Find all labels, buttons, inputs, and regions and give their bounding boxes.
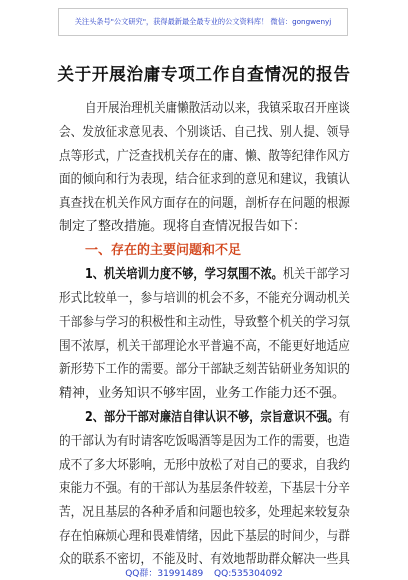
page-footer xyxy=(0,566,408,579)
footer-qq-group: QQ群：31991489 xyxy=(125,569,204,579)
item2-first-line xyxy=(85,409,350,427)
item2-line: 众的联系不密切，不能及时、有效地帮助群众解决一些具 xyxy=(59,552,350,567)
item1-line: 干部参与学习的积极性和主动性，导致整个机关的学习氛 xyxy=(59,315,350,330)
intro-line: 自开展治理机关庸懒散活动以来，我镇采取召开座谈 xyxy=(85,101,350,116)
page-title: 关于开展治庸专项工作自查情况的报告 xyxy=(57,65,351,85)
intro-line: 会、发放征求意见表、个别谈话、自己找、别人提、领导 xyxy=(59,125,350,140)
item1-line: 精神，业务知识不够牢固，业务工作能力还不强。 xyxy=(59,386,346,401)
intro-line: 真查找在机关作风方面存在的问题，剖析存在问题的根源 xyxy=(59,196,350,211)
item2-line: 苦，况且基层的各种矛盾和问题也较多，处理起来较复杂 xyxy=(59,505,350,520)
item1-first-tail: 机关干部学习 xyxy=(282,267,350,282)
item1-line: 围不浓厚，机关干部理论水平普遍不高，不能更好地适应 xyxy=(59,339,350,354)
footer-qq: QQ:535304092 xyxy=(214,569,283,579)
item1-lead: 1、机关培训力度不够，学习氛围不浓。 xyxy=(85,267,283,282)
item2-first-tail: 有 xyxy=(338,410,350,425)
item2-line: 束能力不强。有的干部认为基层条件较差，下基层十分辛 xyxy=(59,481,350,496)
item2-line: 的干部认为有时请客吃饭喝酒等是因为工作的需要，也造 xyxy=(59,434,350,449)
intro-line: 制定了整改措施。现将自查情况报告如下： xyxy=(59,219,307,234)
section-heading: 一、存在的主要问题和不足 xyxy=(85,243,242,258)
intro-line: 点等形式，广泛查找机关存在的庸、懒、散等纪律作风方 xyxy=(59,149,350,164)
promo-banner xyxy=(58,8,348,36)
item2-line: 成不了多大坏影响，无形中放松了对自己的要求，自我约 xyxy=(59,458,350,473)
item2-line: 存在怕麻烦心理和畏难情绪，因此下基层的时间少，与群 xyxy=(59,529,350,544)
intro-line: 面的倾向和行为表现，结合征求到的意见和建议，我镇认 xyxy=(59,172,350,187)
item2-lead: 2、部分干部对廉洁自律认识不够，宗旨意识不强。 xyxy=(85,410,339,425)
item1-line: 新形势下工作的需要。部分干部缺乏刻苦钻研业务知识的 xyxy=(59,362,350,377)
promo-banner-text: 关注头条号"公文研究"，获得最新最全最专业的公文资料库！ 微信：gongwenyj xyxy=(74,17,332,26)
item1-line: 形式比较单一，参与培训的机会不多，不能充分调动机关 xyxy=(59,291,350,306)
item1-first-line xyxy=(85,266,350,284)
